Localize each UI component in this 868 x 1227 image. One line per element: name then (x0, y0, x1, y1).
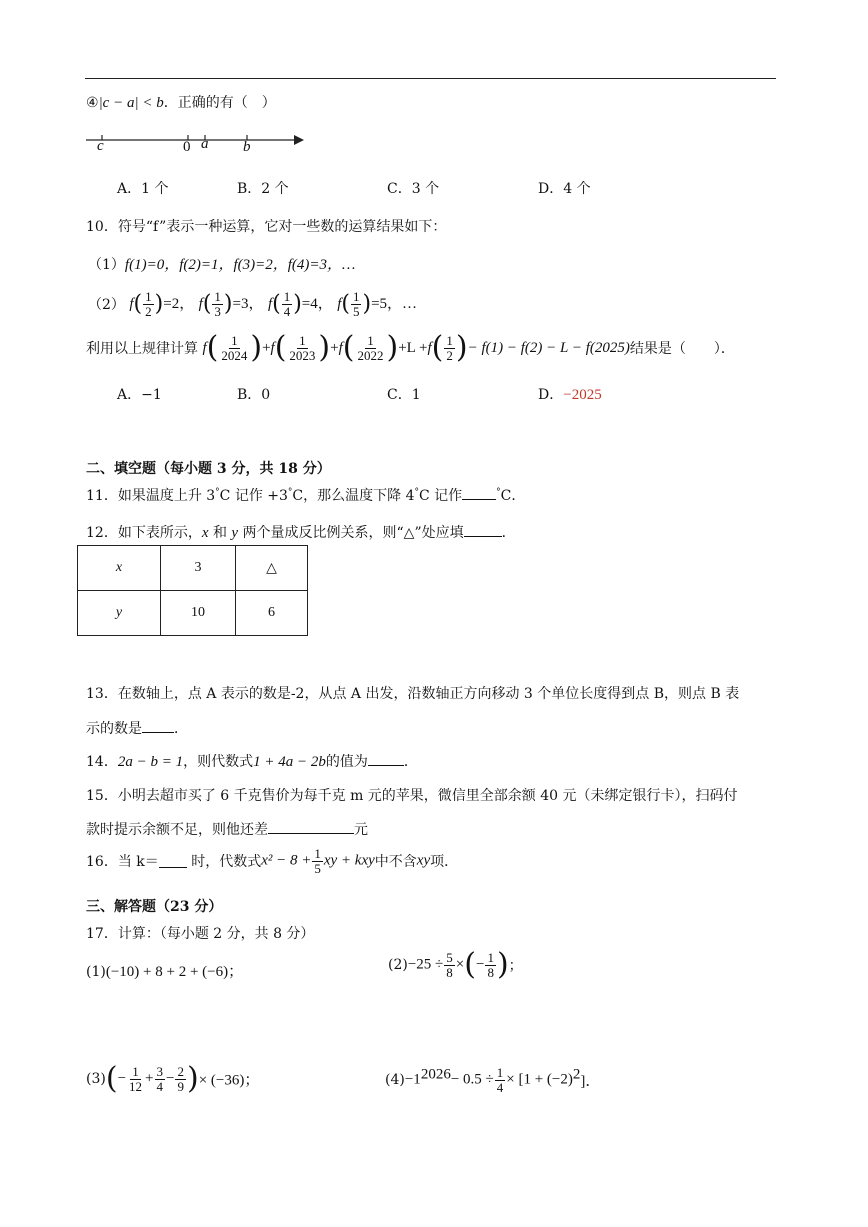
q10-option-b[interactable]: B．0 (237, 387, 271, 403)
table-cell: △ (236, 546, 308, 591)
table-cell: 3 (161, 546, 236, 591)
q10-line1: （1）f(1)=0，f(2)=1，f(3)=2，f(4)=3，… (88, 257, 356, 273)
q17-part4: $(4)-1^{2026}- 0.5$ ÷ $\frac{1}{4}$ × $[1 + (-2)^2]$． (385, 1065, 601, 1095)
q10-option-d[interactable]: D．−2025 (538, 387, 602, 403)
q9-stem: ④|c − a| < b．正确的有（ ） (86, 95, 276, 111)
q13-answer-blank[interactable] (142, 719, 174, 733)
q17-part3: (3)(− $\frac{1}{12}$ + $\frac{3}{4}$ − $\frac{2}{9}$ )× (−36)； (86, 1061, 260, 1096)
q15-answer-blank[interactable] (268, 820, 354, 834)
q16-answer-blank[interactable] (159, 854, 187, 868)
q12: 12．如下表所示，x 和 y 两个量成反比例关系，则“△”处应填 ． (86, 525, 516, 541)
q9-option-d[interactable]: D．4 个 (538, 181, 591, 197)
table-row (78, 546, 308, 591)
q9-option-c[interactable]: C．3 个 (387, 181, 440, 197)
q13-line1: 13．在数轴上，点 A 表示的数是-2，从点 A 出发，沿数轴正方向移动 3 个单位长度得到点 B，则点 B 表 (86, 686, 740, 702)
q9-number-line (84, 128, 314, 160)
table-row (78, 591, 308, 636)
numberline-label-c: c (97, 138, 104, 154)
section3-title: 三、解答题（23 分） (86, 899, 223, 915)
q11: 11．如果温度上升 3°C 记作 +3°C，那么温度下降 4°C 记作 °C． (86, 487, 526, 504)
numberline-label-b: b (243, 139, 251, 155)
table-cell: y (78, 591, 161, 636)
q17-part1: (1)(−10) + 8 + 2 + (−6)； (86, 964, 244, 980)
q13-line2: 示的数是 ． (86, 721, 188, 737)
q12-answer-blank[interactable] (464, 523, 502, 537)
q10-stem: 10．符号“f”表示一种运算，它对一些数的运算结果如下： (86, 219, 447, 235)
q10-calc: 利用以上规律计算 f( $\frac{1}{2024}$ )+f( $\frac{1}{2023}$ )+f( $\frac{1}{2022}$ )+L +f( $\frac{1}{2}$ )− f(1) − f(2) − L − f(2025)结果是（ ）． (86, 330, 735, 365)
q17-stem: 17．计算：（每小题 2 分，共 8 分） (86, 926, 315, 942)
table-cell: 6 (236, 591, 308, 636)
q11-answer-blank[interactable] (462, 486, 496, 500)
q12-table (77, 545, 308, 636)
header-rule (85, 78, 776, 79)
q9-option-a[interactable]: A．1 个 (117, 181, 169, 197)
q15-line2: 款时提示余额不足，则他还差 元 (86, 822, 368, 838)
q14: 14．2a − b = 1，则代数式1 + 4a − 2b的值为 ． (86, 754, 418, 770)
q10-line2: （2） f( $\frac{1}{2}$ )=2， f( $\frac{1}{3}$ )=3， f( $\frac{1}{4}$ )=4， f( $\frac{1}{5}$ )=5，… (88, 289, 418, 319)
q16: 16．当 k＝ 时，代数式x² − 8 + $\frac{1}{5}$ xy + kxy中不含xy项． (86, 846, 459, 876)
section2-title: 二、填空题（每小题 3 分，共 18 分） (86, 461, 331, 477)
table-cell: 10 (161, 591, 236, 636)
q17-part2: (2)−25 ÷ $\frac{5}{8}$ ×(− $\frac{1}{8}$ )； (388, 947, 523, 982)
q14-answer-blank[interactable] (368, 752, 404, 766)
numberline-label-a: a (201, 136, 209, 152)
q15-line1: 15．小明去超市买了 6 千克售价为每千克 m 元的苹果，微信里全部余额 40 元（未绑定银行卡），扫码付 (86, 788, 738, 804)
q10-option-c[interactable]: C．1 (387, 387, 421, 403)
q9-option-b[interactable]: B．2 个 (237, 181, 289, 197)
table-cell: x (78, 546, 161, 591)
q10-option-a[interactable]: A．−1 (117, 387, 162, 403)
numberline-label-0: 0 (183, 139, 191, 155)
